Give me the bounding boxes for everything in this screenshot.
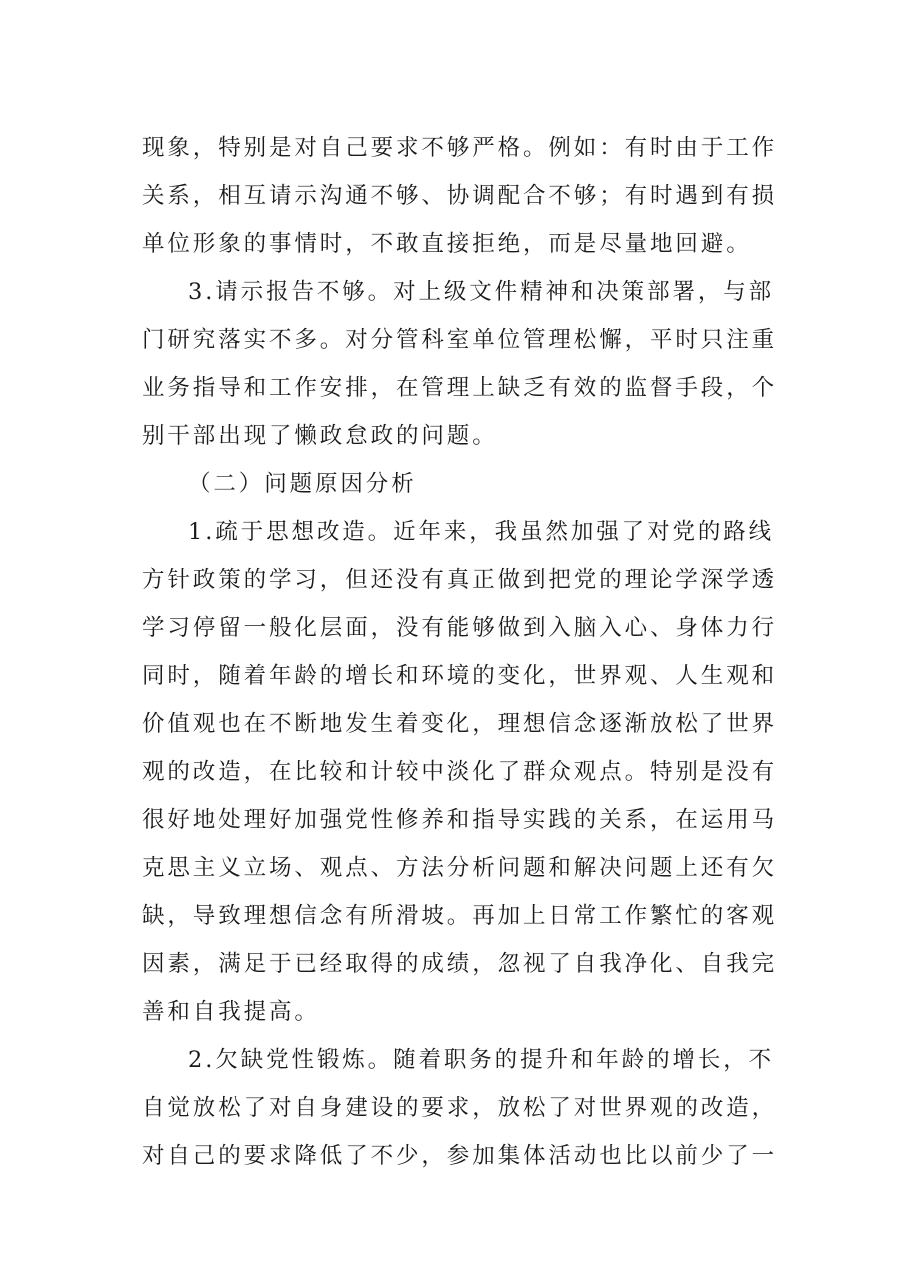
body-line: 善和自我提高。 [142,999,320,1025]
body-line: 别干部出现了懒政怠政的问题。 [142,423,498,449]
body-line: 因素，满足于已经取得的成绩，忽视了自我净化、自我完 [142,951,778,977]
body-line: 方针政策的学习，但还没有真正做到把党的理论学深学透 [142,567,778,593]
body-line: 价值观也在不断地发生着变化，理想信念逐渐放松了世界 [142,711,778,737]
body-line: 业务指导和工作安排，在管理上缺乏有效的监督手段，个 [142,375,778,401]
document-body [142,124,778,1180]
body-line: 对自己的要求降低了不少，参加集体活动也比以前少了一 [142,1143,778,1169]
body-line: 很好地处理好加强党性修养和指导实践的关系，在运用马 [142,807,778,833]
body-line: 现象，特别是对自己要求不够严格。例如：有时由于工作 [142,135,778,161]
body-line: 学习停留一般化层面，没有能够做到入脑入心、身体力行 [142,615,778,641]
body-line: 门研究落实不多。对分管科室单位管理松懈，平时只注重 [142,327,778,353]
section-item-3-heading-line: 3.请示报告不够。对上级文件精神和决策部署，与部 [188,279,775,305]
body-line: 单位形象的事情时，不敢直接拒绝，而是尽量地回避。 [142,231,752,257]
section-heading-problem-cause-analysis: （二）问题原因分析 [188,471,417,497]
body-line: 自觉放松了对自身建设的要求，放松了对世界观的改造， [142,1095,778,1121]
section-item-2-heading-line: 2.欠缺党性锻炼。随着职务的提升和年龄的增长，不 [188,1047,775,1073]
body-line: 缺，导致理想信念有所滑坡。再加上日常工作繁忙的客观 [142,903,778,929]
section-item-1-heading-line: 1.疏于思想改造。近年来，我虽然加强了对党的路线 [188,519,775,545]
body-line: 关系，相互请示沟通不够、协调配合不够；有时遇到有损 [142,183,778,209]
body-line: 观的改造，在比较和计较中淡化了群众观点。特别是没有 [142,759,778,785]
body-line: 克思主义立场、观点、方法分析问题和解决问题上还有欠 [142,855,778,881]
body-line: 同时，随着年龄的增长和环境的变化，世界观、人生观和 [142,663,778,689]
